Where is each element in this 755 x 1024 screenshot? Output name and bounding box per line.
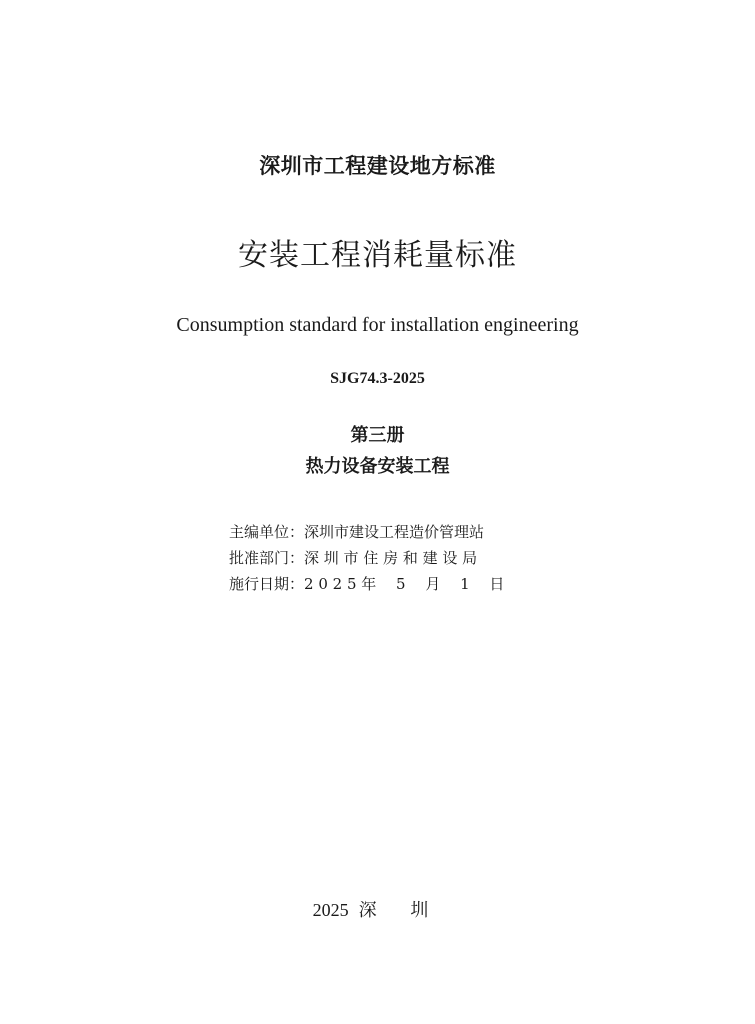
effective-date-value: 2 0 2 5 年 5 月 1 日 (304, 575, 505, 593)
editor-value: 深圳市建设工程造价管理站 (304, 523, 485, 541)
approver-value: 深 圳 市 住 房 和 建 设 局 (304, 549, 478, 567)
volume-label: 第三册 (350, 425, 405, 446)
publication-info (229, 519, 504, 597)
publication-year: 2025 (312, 900, 349, 920)
document-title-english: Consumption standard for installation engineering (176, 314, 579, 336)
approver-label: 批准部门： (229, 549, 305, 567)
effective-date-row (229, 571, 504, 597)
effective-date-label: 施行日期： (229, 575, 305, 593)
editor-label: 主编单位： (229, 523, 305, 541)
publication-city: 深 圳 (358, 900, 443, 921)
editor-row (229, 519, 504, 545)
publication-footer (0, 896, 755, 922)
standard-code: SJG74.3-2025 (330, 370, 425, 387)
document-title: 安装工程消耗量标准 (238, 238, 517, 273)
approver-row (229, 545, 504, 571)
standard-series: 深圳市工程建设地方标准 (259, 154, 496, 178)
volume-subject: 热力设备安装工程 (305, 456, 450, 477)
